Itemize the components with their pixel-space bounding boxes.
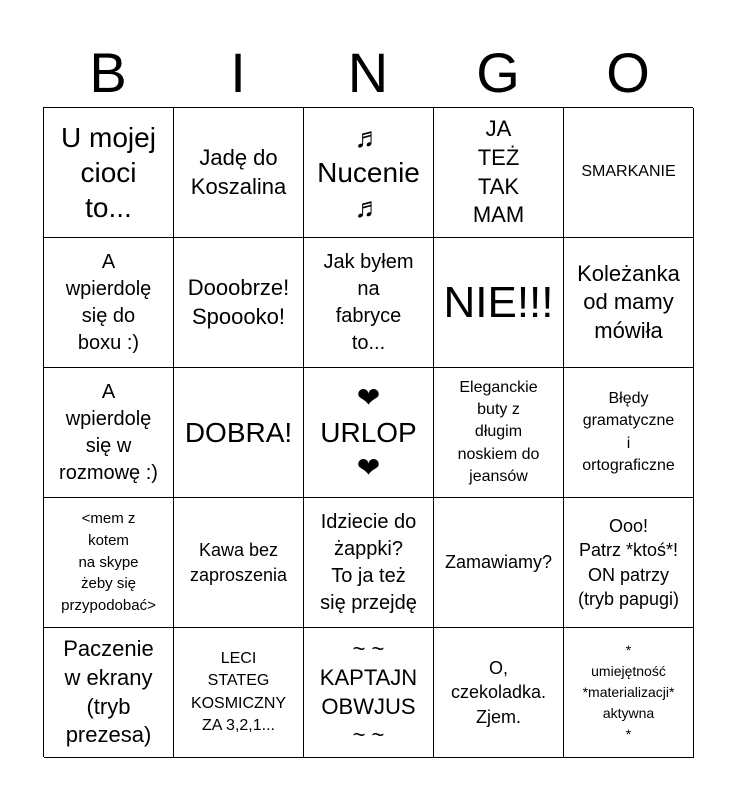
bingo-cell[interactable]: Jadę do Koszalina: [174, 108, 304, 238]
bingo-cell[interactable]: U mojej cioci to...: [44, 108, 174, 238]
bingo-cell[interactable]: Koleżanka od mamy mówiła: [564, 238, 694, 368]
bingo-cell[interactable]: NIE!!!: [434, 238, 564, 368]
bingo-cell[interactable]: Zamawiamy?: [434, 498, 564, 628]
bingo-cell[interactable]: Błędy gramatyczne i ortograficzne: [564, 368, 694, 498]
bingo-cell[interactable]: Dooobrze! Spoooko!: [174, 238, 304, 368]
bingo-cell[interactable]: A wpierdolę się do boxu :): [44, 238, 174, 368]
bingo-cell[interactable]: <mem z kotem na skype żeby się przypodobać>: [44, 498, 174, 628]
bingo-cell[interactable]: Ooo! Patrz *ktoś*! ON patrzy (tryb papugi): [564, 498, 694, 628]
header-letter-b: B: [89, 41, 127, 104]
bingo-cell[interactable]: Eleganckie buty z długim noskiem do jeansów: [434, 368, 564, 498]
bingo-card-grid: [43, 107, 693, 757]
header-letter-g: G: [476, 41, 520, 104]
bingo-cell[interactable]: * umiejętność *materializacji* aktywna *: [564, 628, 694, 758]
bingo-cell[interactable]: Kawa bez zaproszenia: [174, 498, 304, 628]
bingo-cell[interactable]: A wpierdolę się w rozmowę :): [44, 368, 174, 498]
bingo-cell[interactable]: ♬ Nucenie ♬: [304, 108, 434, 238]
bingo-header: [43, 40, 693, 106]
header-letter-i: I: [230, 41, 246, 104]
bingo-cell[interactable]: SMARKANIE: [564, 108, 694, 238]
bingo-cell[interactable]: DOBRA!: [174, 368, 304, 498]
bingo-cell[interactable]: Paczenie w ekrany (tryb prezesa): [44, 628, 174, 758]
bingo-cell[interactable]: ❤ URLOP ❤: [304, 368, 434, 498]
bingo-cell[interactable]: Idziecie do żappki? To ja też się przejdę: [304, 498, 434, 628]
bingo-cell[interactable]: LECI STATEG KOSMICZNY ZA 3,2,1...: [174, 628, 304, 758]
header-letter-n: N: [347, 41, 389, 104]
bingo-cell[interactable]: ~ ~ KAPTAJN OBWJUS ~ ~: [304, 628, 434, 758]
bingo-cell[interactable]: O, czekoladka. Zjem.: [434, 628, 564, 758]
header-letter-o: O: [606, 41, 650, 104]
bingo-cell[interactable]: Jak byłem na fabryce to...: [304, 238, 434, 368]
bingo-cell[interactable]: JA TEŻ TAK MAM: [434, 108, 564, 238]
